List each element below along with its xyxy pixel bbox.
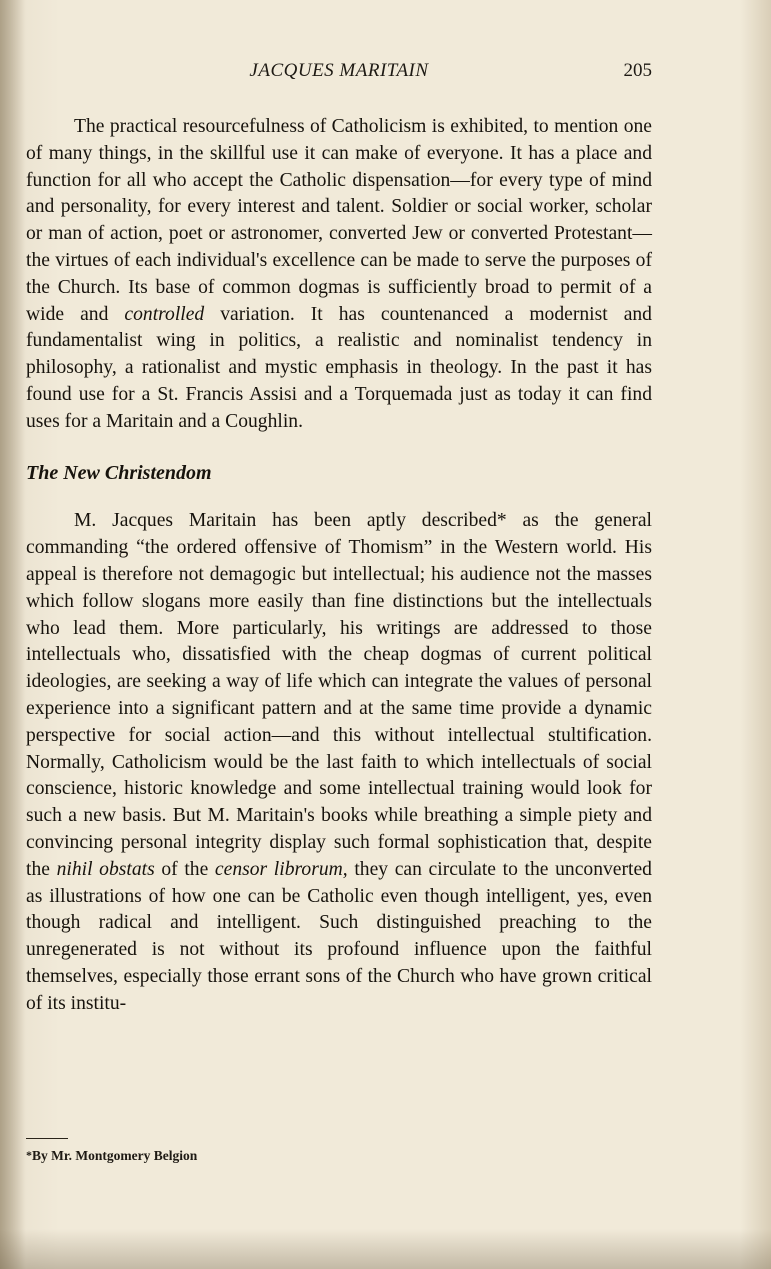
paragraph-2-text-c: of the [154, 858, 215, 880]
page-bottom-edge [0, 1229, 771, 1269]
section-heading: The New Christendom [26, 461, 212, 484]
binding-shadow [0, 0, 26, 1269]
paragraph-2-text-a: M. Jacques Maritain has been aptly described [74, 510, 497, 532]
italic-censor-librorum: censor librorum, [214, 858, 348, 880]
footnote-rule [26, 1138, 68, 1139]
page-number: 205 [623, 60, 652, 81]
footnote-reference: * [496, 510, 507, 532]
paragraph-2-text-d: they can circulate to the unconverted as illustrations of how one can be Catholic even though intelligent, yes, even though radical and intelligent. Such distinguished preaching to the unregenerated is not without its profound influence upon the faithful themselves, especially those errant sons of the Church who have grown critical of its institu- [26, 858, 652, 1014]
paragraph-1 [26, 114, 652, 436]
italic-nihil-obstats: nihil obstats [56, 858, 155, 880]
italic-controlled: controlled [124, 303, 205, 325]
page-header [26, 60, 652, 90]
paragraph-1-text: The practical resourcefulness of Catholicism is exhibited, to mention one of many things, in the skillful use it can make of everyone. It has a place and function for all who accept the Catholic dispensation—for every type of mind and personality, for every interest and talent. Soldier or social worker, scholar or man of action, poet or astronomer, converted Jew or converted Protestant—the virtues of each individual's excellence can be made to serve the purposes of the Church. Its base of common dogmas is sufficiently broad to permit of a wide and [26, 116, 652, 325]
footnote-marker: * [26, 1148, 32, 1162]
footnote [26, 1148, 197, 1164]
footnote-text: By Mr. Montgomery Belgion [32, 1148, 198, 1163]
paragraph-1-text-end: variation. It has countenanced a modernist and fundamentalist wing in politics, a realistic and nominalist tendency in philosophy, a rationalist and mystic emphasis in theology. In the past it has found use for a St. Francis Assisi and a Torquemada just as today it can find uses for a Maritain and a Coughlin. [26, 303, 652, 432]
paragraph-2-text-b: as the general commanding “the ordered offensive of Thomism” in the Western world. His appeal is therefore not demagogic but intellectual; his audience not the masses which follow slogans more easily than fine distinctions but the intellectuals who lead them. More particularly, his writings are addressed to those intellectuals who, dissatisfied with the cheap dogmas of current political ideologies, are seeking a way of life which can integrate the values of personal experience into a significant pattern and at the same time provide a dynamic perspective for social action—and this without intellectual stultification. Normally, Catholicism would be the last faith to which intellectuals of social conscience, historic knowledge and some intellectual training would look for such a new basis. But M. Maritain's books while breathing a simple piety and convincing personal integrity display such formal sophistication that, despite the [26, 510, 652, 880]
body-text [26, 114, 652, 1018]
running-head: JACQUES MARITAIN [249, 60, 429, 81]
paragraph-2 [26, 508, 652, 1017]
